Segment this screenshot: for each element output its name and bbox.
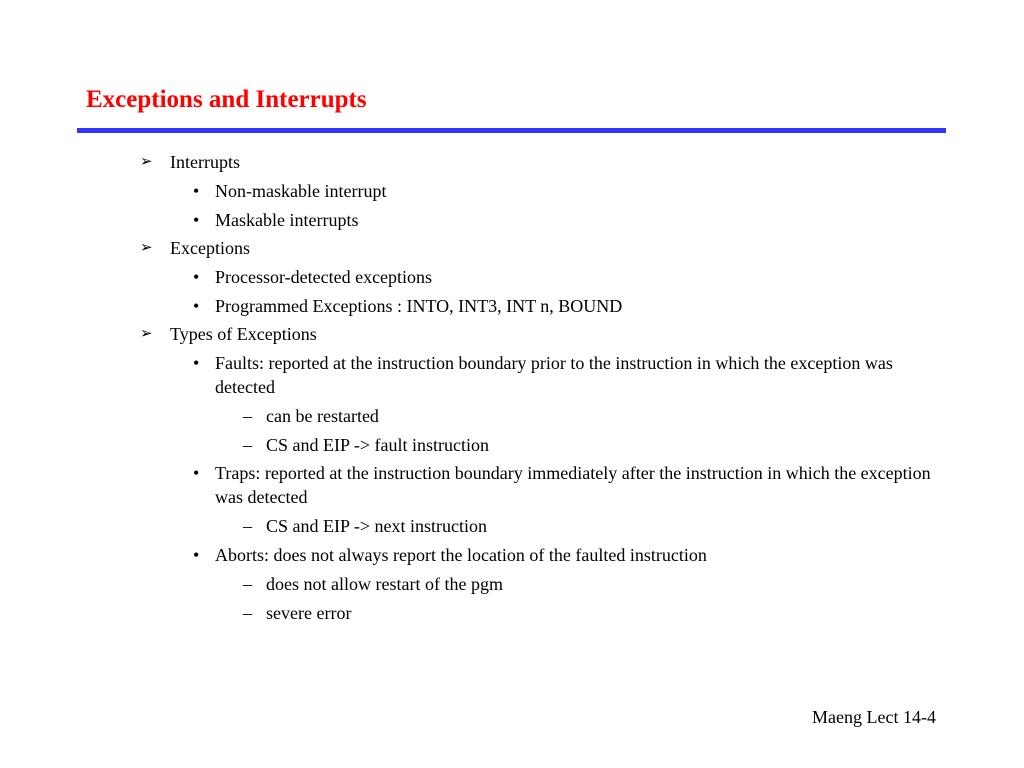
list-item-text: Exceptions (170, 238, 250, 258)
list-item (193, 294, 930, 318)
list-item (193, 208, 930, 232)
list-item (243, 572, 926, 596)
list-item (243, 433, 926, 457)
dash-bullet-icon: – (243, 574, 252, 594)
dot-bullet-icon: • (193, 210, 200, 230)
list-item-text: Types of Exceptions (170, 324, 317, 344)
list-item-text: Maskable interrupts (215, 210, 359, 230)
list-item-text: Aborts: does not always report the location of the faulted instruction (215, 545, 707, 565)
dot-bullet-icon: • (193, 181, 200, 201)
list-item-text: Faults: reported at the instruction boundary prior to the instruction in which the exception was detected (215, 353, 893, 397)
list-item-text: Processor-detected exceptions (215, 267, 433, 287)
title-underline (77, 128, 946, 133)
dot-bullet-icon: • (193, 545, 200, 565)
list-item-text: Traps: reported at the instruction boundary immediately after the instruction in which the exception was detected (215, 463, 931, 507)
slide-footer: Maeng Lect 14-4 (812, 707, 936, 727)
dash-bullet-icon: – (243, 435, 252, 455)
list-item-text: can be restarted (266, 406, 379, 426)
slide-title: Exceptions and Interrupts (86, 86, 367, 113)
arrow-bullet-icon: ➢ (140, 240, 153, 256)
list-item-types-of-exceptions (140, 322, 930, 346)
dash-bullet-icon: – (243, 603, 252, 623)
list-item-text: CS and EIP -> fault instruction (266, 435, 489, 455)
list-item-text: CS and EIP -> next instruction (266, 516, 487, 536)
list-item (243, 514, 926, 538)
list-item (243, 404, 926, 428)
dot-bullet-icon: • (193, 463, 200, 483)
list-item-exceptions (140, 236, 930, 260)
dot-bullet-icon: • (193, 267, 200, 287)
list-item-aborts (193, 543, 935, 567)
list-item-text: severe error (266, 603, 352, 623)
list-item (243, 601, 926, 625)
list-item-text: Programmed Exceptions : INTO, INT3, INT n, BOUND (215, 296, 623, 316)
list-item-text: does not allow restart of the pgm (266, 574, 503, 594)
dash-bullet-icon: – (243, 406, 252, 426)
arrow-bullet-icon: ➢ (140, 154, 153, 170)
list-item (193, 179, 930, 203)
arrow-bullet-icon: ➢ (140, 326, 153, 342)
list-item-traps (193, 461, 935, 509)
list-item-faults (193, 351, 935, 399)
list-item (193, 265, 930, 289)
list-item-text: Interrupts (170, 152, 240, 172)
dot-bullet-icon: • (193, 353, 200, 373)
dash-bullet-icon: – (243, 516, 252, 536)
list-item-text: Non-maskable interrupt (215, 181, 387, 201)
dot-bullet-icon: • (193, 296, 200, 316)
list-item-interrupts (140, 150, 930, 174)
